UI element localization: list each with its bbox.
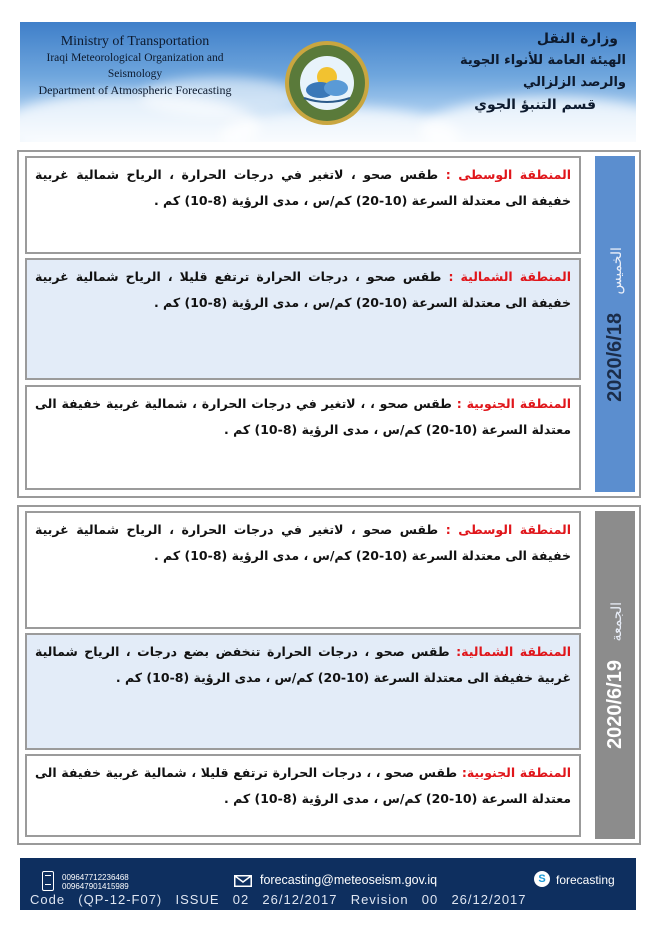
date-label <box>604 247 627 402</box>
region-forecast-north <box>25 258 581 380</box>
region-name: المنطقة الجنوبية: <box>461 765 572 780</box>
date-label <box>604 602 627 749</box>
region-forecast-south <box>25 385 581 490</box>
region-forecast-central <box>25 511 581 629</box>
department-name-ar: قسم التنبؤ الجوي <box>474 97 596 113</box>
region-name: المنطقة الجنوبية : <box>456 396 571 411</box>
region-forecast-north <box>25 633 581 750</box>
region-name: المنطقة الوسطى : <box>445 167 571 182</box>
organization-name: Iraqi Meteorological Organization and Seismology <box>46 52 224 80</box>
region-forecast-text: طقس صحو ، لاتغير في درجات الحرارة ، الرياح شمالية غربية خفيفة الى معتدلة السرعة (10-20) كم/س ، مدى الرؤية (8-10) كم . <box>35 522 571 563</box>
day-forecast-panel <box>17 150 641 498</box>
region-forecast-text: طقس صحو ، ، لاتغير في درجات الحرارة ، شمالية غربية خفيفة الى معتدلة السرعة (10-20) كم/س ، مدى الرؤية (8-10) كم . <box>35 396 571 437</box>
email-link[interactable]: forecasting@meteoseism.gov.iq <box>260 873 438 887</box>
skype-handle[interactable]: forecasting <box>556 873 615 887</box>
header-banner <box>20 22 636 142</box>
envelope-icon <box>234 875 252 887</box>
mobile-phone-icon <box>42 871 54 891</box>
region-name: المنطقة الشمالية: <box>456 644 571 659</box>
region-forecast-text: طقس صحو ، درجات الحرارة ترتفع قليلا ، الرياح شمالية غربية خفيفة الى معتدلة السرعة (10-20) كم/س ، مدى الرؤية (8-10) كم . <box>35 269 571 310</box>
meteorological-organization-seal-icon <box>284 40 370 126</box>
department-name: Department of Atmospheric Forecasting <box>38 83 232 97</box>
phone-numbers <box>62 873 129 891</box>
date-value: 2020/6/19 <box>603 659 626 749</box>
date-strip <box>595 511 635 839</box>
region-forecast-text: طقس صحو ، لاتغير في درجات الحرارة ، الرياح شمالية غربية خفيفة الى معتدلة السرعة (10-20) كم/س ، مدى الرؤية (8-10) كم . <box>35 167 571 208</box>
region-forecast-text: طقس صحو ، درجات الحرارة تنخفض بضع درجات ، الرياح شمالية غربية خفيفة الى معتدلة السرعة (10-20) كم/س ، مدى الرؤية (8-10) كم . <box>35 644 571 685</box>
footer-bar <box>20 858 636 910</box>
region-forecast-text: طقس صحو ، ، درجات الحرارة ترتفع قليلا ، شمالية غربية خفيفة الى معتدلة السرعة (10-20) كم/س ، مدى الرؤية (8-10) كم . <box>35 765 571 806</box>
region-forecast-south <box>25 754 581 837</box>
region-name: المنطقة الوسطى : <box>445 522 571 537</box>
organization-name-ar: الهيئة العامة للأنواء الجوية والرصد الزلزالي <box>460 53 626 90</box>
ministry-name-ar: وزارة النقل <box>536 31 618 47</box>
date-strip <box>595 156 635 492</box>
day-forecast-panel <box>17 505 641 845</box>
phone-number: 009647712236468 <box>62 873 129 882</box>
document-code-line: Code (QP-12-F07) ISSUE 02 26/12/2017 Revision 00 26/12/2017 <box>30 892 527 907</box>
region-name: المنطقة الشمالية : <box>448 269 571 284</box>
date-value: 2020/6/18 <box>603 312 626 402</box>
skype-icon: S <box>534 871 550 887</box>
day-name: الجمعة <box>607 601 624 642</box>
arabic-org-name <box>416 28 626 116</box>
english-org-name <box>20 34 250 98</box>
day-name: الخميس <box>607 246 624 294</box>
ministry-name: Ministry of Transportation <box>60 34 210 49</box>
phone-number: 009647901415989 <box>62 882 129 891</box>
region-forecast-central <box>25 156 581 254</box>
